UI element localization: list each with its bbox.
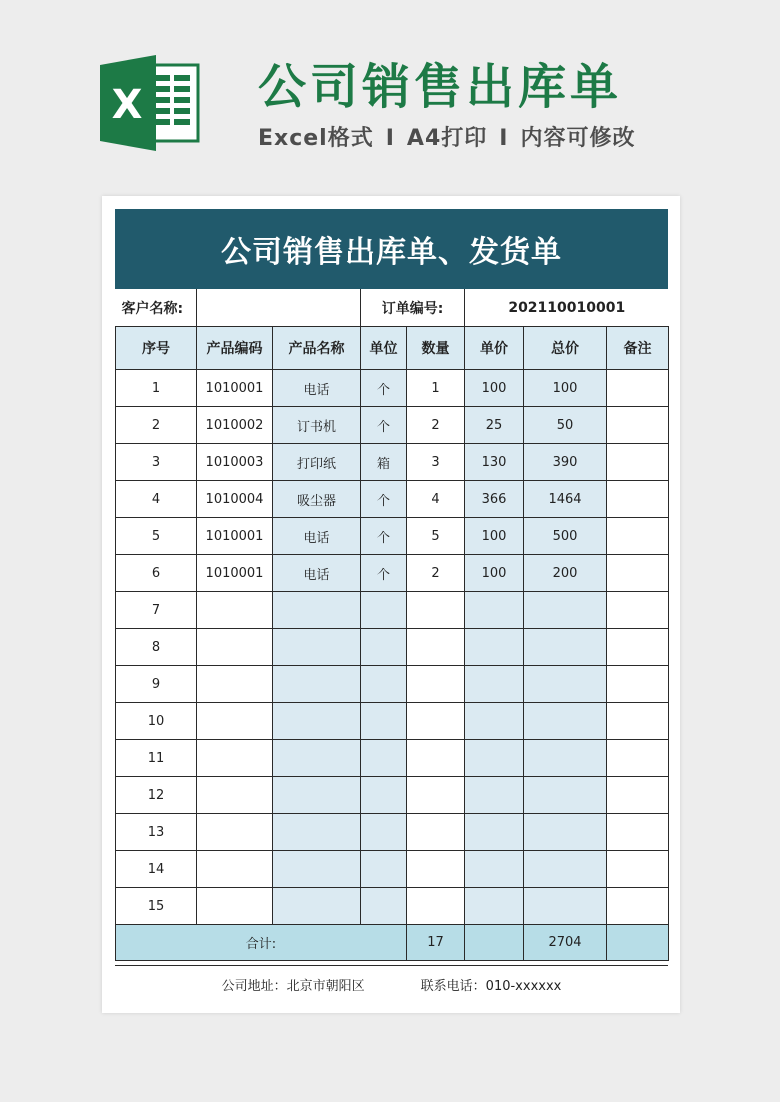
cell-total-price[interactable]: 390 xyxy=(524,444,607,481)
cell-unit-price[interactable] xyxy=(465,888,524,925)
cell-quantity[interactable] xyxy=(407,592,465,629)
cell-product-code[interactable] xyxy=(197,851,273,888)
cell-product-name[interactable] xyxy=(273,629,361,666)
cell-total-price[interactable] xyxy=(524,851,607,888)
cell-product-name[interactable] xyxy=(273,851,361,888)
cell-total-price[interactable] xyxy=(524,592,607,629)
cell-unit-price[interactable] xyxy=(465,851,524,888)
cell-product-name[interactable] xyxy=(273,777,361,814)
table-body xyxy=(116,370,669,925)
cell-unit-price[interactable] xyxy=(465,703,524,740)
cell-remark[interactable] xyxy=(607,740,669,777)
cell-quantity[interactable] xyxy=(407,851,465,888)
table-row xyxy=(116,666,669,703)
cell-product-code[interactable] xyxy=(197,666,273,703)
cell-product-name[interactable]: 吸尘器 xyxy=(273,481,361,518)
cell-total-price[interactable] xyxy=(524,666,607,703)
cell-total-price[interactable]: 100 xyxy=(524,370,607,407)
customer-label: 客户名称: xyxy=(116,289,197,327)
cell-unit-price[interactable] xyxy=(465,740,524,777)
cell-remark[interactable] xyxy=(607,888,669,925)
cell-unit-price[interactable]: 25 xyxy=(465,407,524,444)
document-sheet xyxy=(102,196,680,1013)
cell-index[interactable]: 14 xyxy=(116,851,197,888)
cell-unit[interactable] xyxy=(361,740,407,777)
cell-product-code[interactable]: 1010004 xyxy=(197,481,273,518)
cell-product-name[interactable] xyxy=(273,888,361,925)
cell-unit[interactable]: 个 xyxy=(361,481,407,518)
cell-total-price[interactable]: 1464 xyxy=(524,481,607,518)
total-empty-cell xyxy=(607,925,669,961)
cell-unit[interactable] xyxy=(361,888,407,925)
svg-text:X: X xyxy=(111,82,143,128)
cell-index[interactable]: 7 xyxy=(116,592,197,629)
cell-remark[interactable] xyxy=(607,666,669,703)
table-row xyxy=(116,777,669,814)
cell-unit-price[interactable] xyxy=(465,777,524,814)
cell-total-price[interactable] xyxy=(524,777,607,814)
cell-index[interactable]: 15 xyxy=(116,888,197,925)
cell-unit[interactable] xyxy=(361,851,407,888)
table-row xyxy=(116,814,669,851)
table-row xyxy=(116,740,669,777)
cell-product-code[interactable]: 1010001 xyxy=(197,518,273,555)
cell-product-code[interactable] xyxy=(197,592,273,629)
cell-index[interactable]: 1 xyxy=(116,370,197,407)
cell-product-code[interactable] xyxy=(197,814,273,851)
page-title: 公司销售出库单 xyxy=(258,59,623,115)
subtitle-part-print: A4打印 xyxy=(406,126,488,151)
column-header: 产品名称 xyxy=(273,327,361,370)
cell-unit[interactable]: 箱 xyxy=(361,444,407,481)
cell-unit[interactable] xyxy=(361,814,407,851)
cell-product-name[interactable] xyxy=(273,703,361,740)
cell-product-name[interactable] xyxy=(273,740,361,777)
cell-product-name[interactable]: 打印纸 xyxy=(273,444,361,481)
cell-unit-price[interactable]: 366 xyxy=(465,481,524,518)
cell-product-name[interactable]: 电话 xyxy=(273,518,361,555)
cell-index[interactable]: 11 xyxy=(116,740,197,777)
cell-product-code[interactable]: 1010003 xyxy=(197,444,273,481)
excel-logo-icon xyxy=(100,55,200,151)
table-row xyxy=(116,555,669,592)
cell-quantity[interactable] xyxy=(407,888,465,925)
sales-table xyxy=(115,289,669,961)
column-header: 产品编码 xyxy=(197,327,273,370)
cell-total-price[interactable]: 200 xyxy=(524,555,607,592)
table-row xyxy=(116,444,669,481)
cell-remark[interactable] xyxy=(607,370,669,407)
cell-product-code[interactable] xyxy=(197,629,273,666)
column-header: 总价 xyxy=(524,327,607,370)
cell-remark[interactable] xyxy=(607,444,669,481)
total-empty-cell xyxy=(465,925,524,961)
cell-unit[interactable] xyxy=(361,666,407,703)
cell-product-code[interactable]: 1010002 xyxy=(197,407,273,444)
cell-unit[interactable] xyxy=(361,629,407,666)
table-row xyxy=(116,703,669,740)
total-quantity: 17 xyxy=(407,925,465,961)
cell-quantity[interactable] xyxy=(407,703,465,740)
cell-remark[interactable] xyxy=(607,481,669,518)
column-header: 单价 xyxy=(465,327,524,370)
table-row xyxy=(116,518,669,555)
table-row xyxy=(116,370,669,407)
cell-quantity[interactable]: 4 xyxy=(407,481,465,518)
cell-product-code[interactable] xyxy=(197,703,273,740)
table-row xyxy=(116,851,669,888)
cell-total-price[interactable] xyxy=(524,703,607,740)
cell-unit-price[interactable] xyxy=(465,629,524,666)
cell-index[interactable]: 10 xyxy=(116,703,197,740)
cell-total-price[interactable]: 50 xyxy=(524,407,607,444)
cell-remark[interactable] xyxy=(607,407,669,444)
cell-product-code[interactable] xyxy=(197,777,273,814)
cell-quantity[interactable]: 2 xyxy=(407,407,465,444)
cell-total-price[interactable] xyxy=(524,629,607,666)
column-header: 备注 xyxy=(607,327,669,370)
cell-product-name[interactable]: 订书机 xyxy=(273,407,361,444)
cell-unit-price[interactable]: 100 xyxy=(465,370,524,407)
cell-unit-price[interactable]: 100 xyxy=(465,555,524,592)
company-address: 公司地址：北京市朝阳区 xyxy=(221,978,365,994)
cell-quantity[interactable] xyxy=(407,777,465,814)
cell-product-name[interactable] xyxy=(273,666,361,703)
subtitle-separator: I xyxy=(499,126,509,151)
cell-quantity[interactable]: 1 xyxy=(407,370,465,407)
cell-total-price[interactable]: 500 xyxy=(524,518,607,555)
cell-product-code[interactable]: 1010001 xyxy=(197,555,273,592)
cell-unit[interactable]: 个 xyxy=(361,518,407,555)
order-number-value[interactable]: 202110010001 xyxy=(465,289,669,327)
total-label: 合计: xyxy=(116,925,407,961)
cell-product-code[interactable] xyxy=(197,740,273,777)
total-row xyxy=(116,925,669,961)
cell-unit[interactable] xyxy=(361,777,407,814)
cell-remark[interactable] xyxy=(607,814,669,851)
document-footer xyxy=(115,965,668,1002)
cell-product-name[interactable] xyxy=(273,814,361,851)
subtitle-part-editable: 内容可修改 xyxy=(520,126,636,151)
cell-unit-price[interactable] xyxy=(465,666,524,703)
cell-remark[interactable] xyxy=(607,851,669,888)
page-subtitle xyxy=(258,122,635,156)
cell-remark[interactable] xyxy=(607,592,669,629)
cell-index[interactable]: 8 xyxy=(116,629,197,666)
cell-index[interactable]: 9 xyxy=(116,666,197,703)
document-banner: 公司销售出库单、发货单 xyxy=(115,209,668,289)
cell-unit[interactable] xyxy=(361,703,407,740)
cell-index[interactable]: 5 xyxy=(116,518,197,555)
cell-quantity[interactable] xyxy=(407,740,465,777)
cell-quantity[interactable] xyxy=(407,629,465,666)
cell-quantity[interactable]: 5 xyxy=(407,518,465,555)
cell-index[interactable]: 3 xyxy=(116,444,197,481)
cell-unit[interactable]: 个 xyxy=(361,370,407,407)
cell-product-name[interactable]: 电话 xyxy=(273,555,361,592)
cell-index[interactable]: 6 xyxy=(116,555,197,592)
cell-unit-price[interactable]: 130 xyxy=(465,444,524,481)
cell-index[interactable]: 4 xyxy=(116,481,197,518)
cell-quantity[interactable] xyxy=(407,666,465,703)
cell-unit-price[interactable]: 100 xyxy=(465,518,524,555)
column-header: 单位 xyxy=(361,327,407,370)
cell-unit-price[interactable] xyxy=(465,592,524,629)
cell-product-name[interactable]: 电话 xyxy=(273,370,361,407)
cell-index[interactable]: 2 xyxy=(116,407,197,444)
column-header: 数量 xyxy=(407,327,465,370)
cell-remark[interactable] xyxy=(607,629,669,666)
subtitle-separator: I xyxy=(385,126,395,151)
cell-remark[interactable] xyxy=(607,555,669,592)
cell-index[interactable]: 12 xyxy=(116,777,197,814)
order-info-row xyxy=(116,289,669,327)
cell-unit-price[interactable] xyxy=(465,814,524,851)
cell-quantity[interactable]: 2 xyxy=(407,555,465,592)
table-row xyxy=(116,629,669,666)
cell-product-code[interactable]: 1010001 xyxy=(197,370,273,407)
cell-product-name[interactable] xyxy=(273,592,361,629)
customer-value[interactable] xyxy=(197,289,361,327)
table-row xyxy=(116,481,669,518)
table-row xyxy=(116,407,669,444)
cell-remark[interactable] xyxy=(607,703,669,740)
cell-product-code[interactable] xyxy=(197,888,273,925)
cell-total-price[interactable] xyxy=(524,888,607,925)
cell-unit[interactable] xyxy=(361,592,407,629)
cell-quantity[interactable] xyxy=(407,814,465,851)
cell-index[interactable]: 13 xyxy=(116,814,197,851)
table-row xyxy=(116,592,669,629)
table-row xyxy=(116,888,669,925)
cell-total-price[interactable] xyxy=(524,740,607,777)
table-header-row xyxy=(116,327,669,370)
total-amount: 2704 xyxy=(524,925,607,961)
subtitle-part-format: Excel格式 xyxy=(258,126,374,151)
cell-quantity[interactable]: 3 xyxy=(407,444,465,481)
column-header: 序号 xyxy=(116,327,197,370)
order-number-label: 订单编号: xyxy=(361,289,465,327)
cell-unit[interactable]: 个 xyxy=(361,407,407,444)
contact-phone: 联系电话：010-xxxxxx xyxy=(420,978,562,994)
cell-remark[interactable] xyxy=(607,518,669,555)
cell-remark[interactable] xyxy=(607,777,669,814)
cell-total-price[interactable] xyxy=(524,814,607,851)
cell-unit[interactable]: 个 xyxy=(361,555,407,592)
